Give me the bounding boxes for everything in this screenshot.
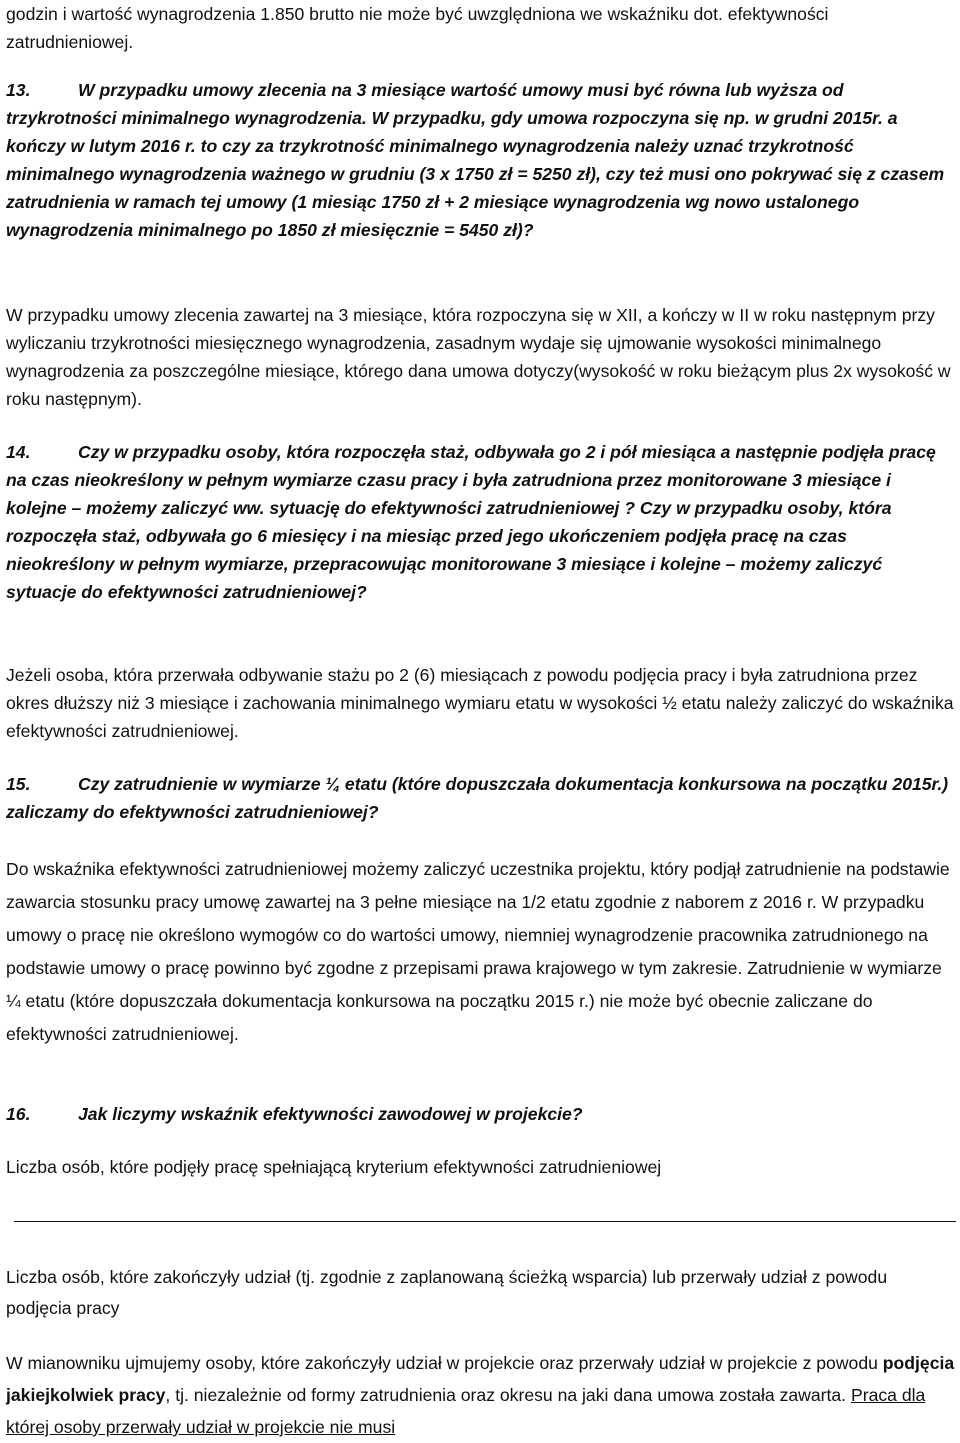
question-13-number: 13. — [6, 80, 31, 100]
question-15 — [6, 770, 956, 826]
answer-14: Jeżeli osoba, która przerwała odbywanie stażu po 2 (6) miesiącach z powodu podjęcia pracy i była zatrudniona przez okres dłuższy niż 3 miesiące i zachowania minimalnego wymiaru etatu w wysokości ½ etatu należy zaliczyć do wskaźnika efektywności zatrudnieniowej. — [6, 665, 954, 741]
note-text-2: , tj. niezależnie od formy zatrudnienia oraz okresu na jaki dana umowa została zawarta. — [165, 1385, 851, 1405]
note-underlined-text: Praca dla której osoby przerwały udział w projekcie nie musi — [6, 1385, 926, 1437]
formula-denominator: Liczba osób, które zakończyły udział (tj. zgodnie z zaplanowaną ścieżką wsparcia) lub przerwały udział z powodu podjęcia pracy — [6, 1267, 888, 1318]
denominator-note — [6, 1347, 956, 1443]
question-16 — [6, 1100, 956, 1128]
question-13-text: W przypadku umowy zlecenia na 3 miesiące wartość umowy musi być równa lub wyższa od trzykrotności minimalnego wynagrodzenia. W przypadku, gdy umowa rozpoczyna się np. w grudni 2015r. a kończy w lutym 2016 r. to czy za trzykrotność minimalnego wynagrodzenia należy uznać trzykrotność minimalnego wynagrodzenia ważnego w grudniu (3 x 1750 zł = 5250 zł), czy też musi ono pokrywać się z czasem zatrudnienia w ramach tej umowy (1 miesiąc 1750 zł + 2 miesiące wynagrodzenia wg nowo ustalonego wynagrodzenia minimalnego po 1850 zł miesięcznie = 5450 zł)? — [6, 80, 945, 240]
question-14 — [6, 438, 956, 606]
question-16-text: Jak liczymy wskaźnik efektywności zawodowej w projekcie? — [78, 1104, 583, 1124]
intro-paragraph: godzin i wartość wynagrodzenia 1.850 brutto nie może być uwzględniona we wskaźniku dot. efektywności zatrudnieniowej. — [6, 4, 829, 52]
question-14-number: 14. — [6, 442, 31, 462]
question-15-text: Czy zatrudnienie w wymiarze ¼ etatu (które dopuszczała dokumentacja konkursowa na początku 2015r.) zaliczamy do efektywności zatrudnieniowej? — [6, 774, 949, 822]
question-16-number: 16. — [6, 1104, 31, 1124]
formula-numerator: Liczba osób, które podjęły pracę spełniającą kryterium efektywności zatrudnieniowej — [6, 1157, 662, 1177]
question-15-number: 15. — [6, 774, 31, 794]
note-text-1: W mianowniku ujmujemy osoby, które zakończyły udział w projekcie oraz przerwały udział w projekcie z powodu — [6, 1353, 883, 1373]
fraction-line — [14, 1221, 956, 1222]
question-13 — [6, 76, 956, 244]
answer-15: Do wskaźnika efektywności zatrudnieniowej możemy zaliczyć uczestnika projektu, który podjął zatrudnienie na podstawie zawarcia stosunku pracy umowę zawartej na 3 pełne miesiące na 1/2 etatu zgodnie z naborem z 2016 r. W przypadku umowy o pracę nie określono wymogów co do wartości umowy, niemniej wynagrodzenie pracownika zatrudnionego na podstawie umowy o pracę powinno być zgodne z przepisami prawa krajowego w tym zakresie. Zatrudnienie w wymiarze ¼ etatu (które dopuszczała dokumentacja konkursowa na początku 2015 r.) nie może być obecnie zaliczane do efektywności zatrudnieniowej. — [6, 859, 950, 1044]
answer-13: W przypadku umowy zlecenia zawartej na 3 miesiące, która rozpoczyna się w XII, a kończy w II w roku następnym przy wyliczaniu trzykrotności miesięcznego wynagrodzenia, zasadnym wydaje się ujmowanie wysokości minimalnego wynagrodzenia za poszczególne miesiące, którego dana umowa dotyczy(wysokość w roku bieżącym plus 2x wysokość w roku następnym). — [6, 305, 951, 409]
note-bold-text: podjęcia jakiejkolwiek pracy — [6, 1353, 955, 1405]
question-14-text: Czy w przypadku osoby, która rozpoczęła staż, odbywała go 2 i pół miesiąca a następnie podjęła pracę na czas nieokreślony w pełnym wymiarze czasu pracy i była zatrudniona przez monitorowane 3 miesiące i kolejne – możemy zaliczyć ww. sytuację do efektywności zatrudnieniowej ? Czy w przypadku osoby, która rozpoczęła staż, odbywała go 6 miesięcy i na miesiąc przed jego ukończeniem podjęła pracę na czas nieokreślony w pełnym wymiarze, przepracowując monitorowane 3 miesiące i kolejne – możemy zaliczyć sytuacje do efektywności zatrudnieniowej? — [6, 442, 936, 602]
